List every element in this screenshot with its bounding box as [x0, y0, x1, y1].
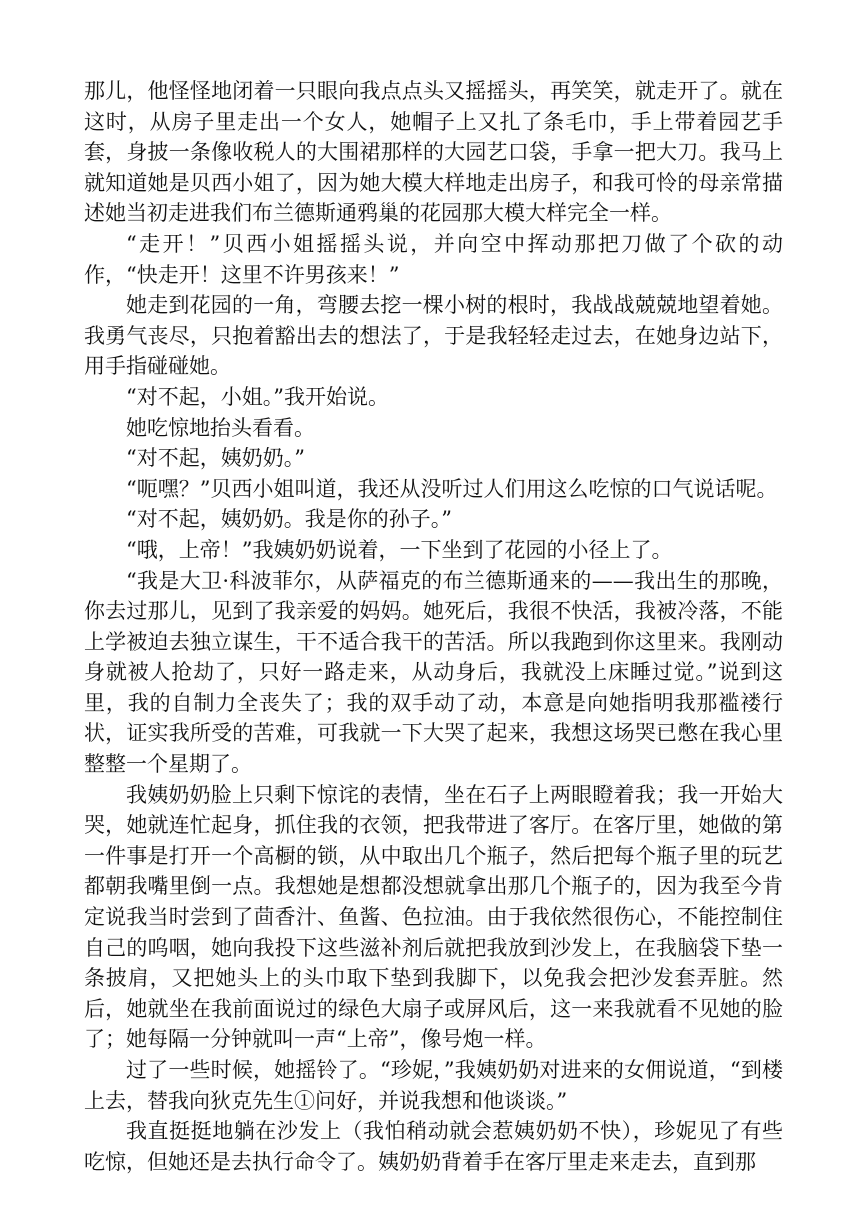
paragraph: 我直挺挺地躺在沙发上（我怕稍动就会惹姨奶奶不快），珍妮见了有些吃惊，但她还是去执行命令了。姨奶奶背着手在客厅里走来走去，直到那: [84, 1119, 783, 1174]
paragraph: “呃嘿？”贝西小姐叫道，我还从没听过人们用这么吃惊的口气说话呢。: [126, 476, 778, 501]
paragraph: “哦，上帝！”我姨奶奶说着，一下坐到了花园的小径上了。: [126, 537, 673, 562]
paragraph: “对不起，姨奶奶。”: [126, 446, 305, 471]
paragraph: 过了一些时候，她摇铃了。“珍妮，”我姨奶奶对进来的女佣说道，“到楼上去，替我向狄克先生①问好，并说我想和他谈谈。”: [84, 1058, 783, 1113]
document-body: [84, 76, 783, 1177]
paragraph: 我姨奶奶脸上只剩下惊诧的表情，坐在石子上两眼瞪着我；我一开始大哭，她就连忙起身，抓住我的衣领，把我带进了客厅。在客厅里，她做的第一件事是打开一个高橱的锁，从中取出几个瓶子，然后把每个瓶子里的玩艺都朝我嘴里倒一点。我想她是想都没想就拿出那几个瓶子的，因为我至今肯定说我当时尝到了茴香汁、鱼酱、色拉油。由于我依然很伤心，不能控制住自己的呜咽，她向我投下这些滋补剂后就把我放到沙发上，在我脑袋下垫一条披肩，又把她头上的头巾取下垫到我脚下，以免我会把沙发套弄脏。然后，她就坐在我前面说过的绿色大扇子或屏风后，这一来我就看不见她的脸了；她每隔一分钟就叫一声“上帝”，像号炮一样。: [84, 782, 783, 1052]
paragraph: “走开！”贝西小姐摇摇头说，并向空中挥动那把刀做了个砍的动作，“快走开！这里不许男孩来！”: [84, 231, 783, 287]
paragraph: “对不起，小姐。”我开始说。: [126, 384, 389, 409]
paragraph: “对不起，姨奶奶。我是你的孙子。”: [126, 507, 452, 532]
paragraph: 她吃惊地抬头看看。: [126, 415, 315, 440]
paragraph: 她走到花园的一角，弯腰去挖一棵小树的根时，我战战兢兢地望着她。我勇气丧尽，只抱着豁出去的想法了，于是我轻轻走过去，在她身边站下，用手指碰碰她。: [84, 293, 783, 379]
paragraph: “我是大卫·科波菲尔，从萨福克的布兰德斯通来的——我出生的那晚，你去过那儿，见到了我亲爱的妈妈。她死后，我很不快活，我被冷落，不能上学被迫去独立谋生，干不适合我干的苦活。所以我跑到你这里来。我刚动身就被人抢劫了，只好一路走来，从动身后，我就没上床睡过觉。”说到这里，我的自制力全丧失了；我的双手动了动，本意是向她指明我那褴褛行状，证实我所受的苦难，可我就一下大哭了起来，我想这场哭已憋在我心里整整一个星期了。: [84, 568, 783, 777]
paragraph: 那儿，他怪怪地闭着一只眼向我点点头又摇摇头，再笑笑，就走开了。就在这时，从房子里走出一个女人，她帽子上又扎了条毛巾，手上带着园艺手套，身披一条像收税人的大围裙那样的大园艺口袋，手拿一把大刀。我马上就知道她是贝西小姐了，因为她大模大样地走出房子，和我可怜的母亲常描述她当初走进我们布兰德斯通鸦巢的花园那大模大样完全一样。: [84, 79, 783, 226]
